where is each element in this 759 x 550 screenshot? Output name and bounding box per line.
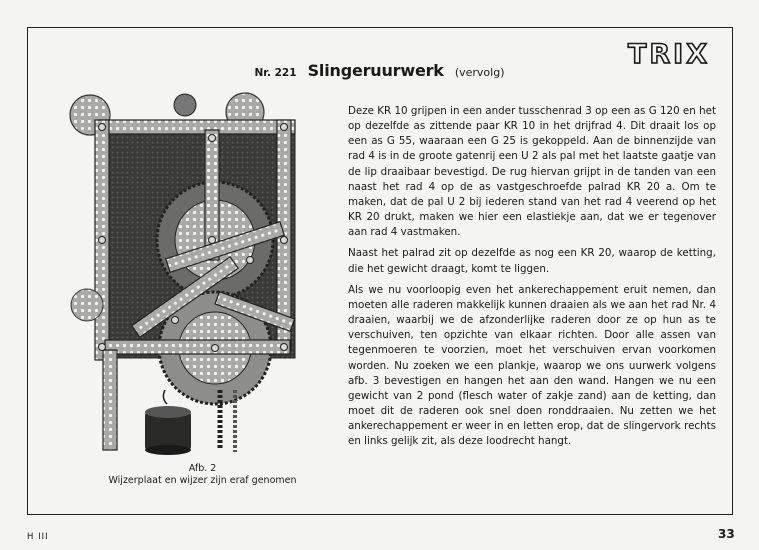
- page-subtitle: (vervolg): [454, 66, 505, 79]
- paragraph: Naast het palrad zit op dezelfde as nog een KR 20, waarop de ketting, die het gewicht draagt, komt te liggen.: [348, 247, 716, 275]
- figure-label: Afb. 2: [188, 463, 217, 474]
- figure-caption-text: Wijzerplaat en wijzer zijn eraf genomen: [108, 475, 297, 486]
- logo-text: TRIX: [627, 39, 711, 70]
- clockwork-illustration: [65, 90, 315, 460]
- page-number: 33: [718, 527, 735, 541]
- page-header: [0, 61, 759, 80]
- body-text: [348, 104, 716, 455]
- figure-caption: [70, 463, 335, 487]
- footer-section-code: H III: [27, 532, 49, 542]
- paragraph: Deze KR 10 grijpen in een ander tusschenrad 3 op een as G 120 en het op dezelfde as zittende paar KR 10 in het drijfrad 4. Dit draait los op een as G 55, waaraan een G 25 is gekoppeld. Aan de binnenzijde van rad 4 is in de groote gatenrij een U 2 als pal met het laatste gaatje van de lip draaibaar bevestigd. De rug hiervan grijpt in de tanden van een naast het rad 4 op de as vastgeschroefde palrad KR 20 a. Om te maken, dat de pal U 2 bij iederen stand van het rad 4 veerend op het KR 20 drukt, maken we hier een elastiekje aan, dat we er tegenover aan rad 4 vastmaken.: [348, 105, 716, 239]
- model-number: Nr. 221: [254, 67, 297, 79]
- page-title: Slingeruurwerk: [307, 61, 444, 80]
- paragraph: Als we nu voorloopig even het ankerechappement eruit nemen, dan moeten alle raderen makkelijk kunnen draaien als we aan het rad Nr. 4 draaien, waarbij we de afzonderlijke raderen door ze op hun as te verschuiven, ten opzichte van elkaar richten. Door alle assen van tegenmoeren te voorzien, moet het verschuiven ervan voorkomen worden. Nu zoeken we een plankje, waarop we ons uurwerk volgens afb. 3 bevestigen en hangen het aan den wand. Hangen we nu een gewicht van 2 pond (flesch water of zakje zand) aan de ketting, dan moet dit de raderen ook snel doen ronddraaien. Nu zetten we het ankerechappement er weer in en letten erop, dat de slingervork rechts en links gelijk zit, als deze loodrecht hangt.: [348, 283, 716, 448]
